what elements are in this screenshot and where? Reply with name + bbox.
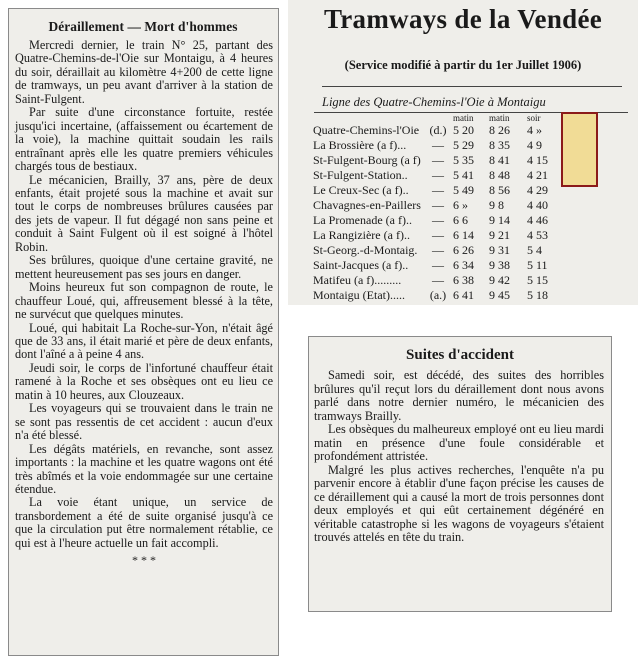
time-matin-2: 8 41 bbox=[489, 153, 510, 167]
timetable-title: Tramways de la Vendée bbox=[323, 4, 603, 34]
header-cell bbox=[313, 110, 423, 123]
time-matin-2: 9 14 bbox=[489, 213, 510, 227]
end-mark: * * * bbox=[132, 553, 156, 568]
station-tag: — bbox=[432, 213, 444, 227]
table-row bbox=[313, 123, 567, 138]
header-matin-2: matin bbox=[489, 113, 510, 123]
station-name: St-Fulgent-Station.. bbox=[313, 168, 408, 182]
station-name: La Rangizière (a f).. bbox=[313, 228, 410, 242]
station-tag: (a.) bbox=[429, 288, 447, 302]
time-soir: 4 53 bbox=[527, 228, 548, 242]
station-tag: — bbox=[432, 258, 444, 272]
time-matin-2: 9 31 bbox=[489, 243, 510, 257]
station-name: Montaigu (Etat)..... bbox=[313, 288, 405, 302]
time-soir: 4 40 bbox=[527, 198, 548, 212]
followup-article-title: Suites d'accident bbox=[406, 347, 514, 363]
station-tag: — bbox=[432, 228, 444, 242]
time-matin-1: 6 26 bbox=[453, 243, 474, 257]
time-matin-1: 5 35 bbox=[453, 153, 474, 167]
paragraph: Les obsèques du malheureux employé ont eu lieu mardi matin en présence d'une foule considérable et profondément attristée. bbox=[314, 422, 604, 463]
time-matin-2: 8 56 bbox=[489, 183, 510, 197]
time-matin-1: 5 49 bbox=[453, 183, 474, 197]
time-soir: 4 21 bbox=[527, 168, 548, 182]
divider bbox=[322, 86, 622, 87]
table-row bbox=[313, 258, 567, 273]
time-matin-2: 9 8 bbox=[489, 198, 504, 212]
table-row bbox=[313, 183, 567, 198]
station-tag: — bbox=[432, 198, 444, 212]
left-article-clipping bbox=[8, 8, 279, 656]
paragraph: La voie étant unique, un service de transbordement a été de suite organisé jusqu'à ce que la circulation put être normalement rétablie, ce qui est à l'heure actuelle un fait accompli. bbox=[15, 495, 273, 550]
station-tag: — bbox=[432, 243, 444, 257]
timetable-clipping bbox=[288, 0, 638, 305]
time-soir: 4 15 bbox=[527, 153, 548, 167]
time-matin-2: 8 35 bbox=[489, 138, 510, 152]
station-tag: — bbox=[432, 168, 444, 182]
table-row bbox=[313, 198, 567, 213]
followup-article-clipping bbox=[308, 336, 612, 612]
paragraph: Moins heureux fut son compagnon de route, le chauffeur Loué, qui, affreusement blessé à la tête, ne survécut que quelques minutes. bbox=[15, 280, 273, 322]
time-matin-1: 6 41 bbox=[453, 288, 474, 302]
station-name: Chavagnes-en-Paillers bbox=[313, 198, 421, 212]
time-soir: 4 9 bbox=[527, 138, 542, 152]
table-row bbox=[313, 288, 567, 303]
time-matin-1: 6 38 bbox=[453, 273, 474, 287]
paragraph: Par suite d'une circonstance fortuite, restée jusqu'ici incertaine, (affaissement ou écartement de la voie), la machine quittait soudain les rails entraînant après elle les quatre premiers véhicules chargés tous de bestiaux. bbox=[15, 105, 273, 174]
table-row bbox=[313, 273, 567, 288]
table-row bbox=[313, 138, 567, 153]
station-tag: — bbox=[432, 273, 444, 287]
paragraph: Le mécanicien, Brailly, 37 ans, père de deux enfants, était projeté sous la machine et avait sur tout le corps de nombreuses brûlures causées par des jets de vapeur. Il fut dégagé non sans peine et conduit à Saint Fulgent où il est soigné à l'hôtel Robin. bbox=[15, 172, 273, 254]
time-matin-1: 5 20 bbox=[453, 123, 474, 137]
time-matin-2: 9 42 bbox=[489, 273, 510, 287]
timetable-subtitle: (Service modifié à partir du 1er Juillet 1906) bbox=[344, 58, 582, 72]
paragraph: Les voyageurs qui se trouvaient dans le train ne se sont pas ressentis de cet accident : aucun d'eux n'a été blessé. bbox=[15, 401, 273, 443]
followup-article-body bbox=[314, 369, 604, 545]
timetable-line-name: Ligne des Quatre-Chemins-l'Oie à Montaigu bbox=[322, 95, 546, 109]
time-matin-2: 9 21 bbox=[489, 228, 510, 242]
left-article-body bbox=[15, 39, 273, 568]
station-name: Quatre-Chemins-l'Oie bbox=[313, 123, 420, 137]
time-soir: 5 18 bbox=[527, 288, 548, 302]
station-name: Le Creux-Sec (a f).. bbox=[313, 183, 409, 197]
time-matin-1: 5 29 bbox=[453, 138, 474, 152]
time-matin-2: 9 38 bbox=[489, 258, 510, 272]
time-matin-1: 6 » bbox=[453, 198, 468, 212]
table-row bbox=[313, 243, 567, 258]
time-matin-2: 8 26 bbox=[489, 123, 510, 137]
table-row bbox=[313, 168, 567, 183]
paragraph: Les dégâts matériels, en revanche, sont assez importants : la machine et les quatre wagons ont été très abîmés et la voie endommagée sur une certaine étendue. bbox=[15, 441, 273, 496]
table-row bbox=[313, 228, 567, 243]
time-matin-2: 9 45 bbox=[489, 288, 510, 302]
time-soir: 4 46 bbox=[527, 213, 548, 227]
paragraph: Loué, qui habitait La Roche-sur-Yon, n'était âgé que de 33 ans, il était marié et père de deux enfants, dont l'aîné a à peine 4 ans. bbox=[15, 320, 273, 362]
station-name: Saint-Jacques (a f).. bbox=[313, 258, 409, 272]
station-name: La Brossière (a f)... bbox=[313, 138, 407, 152]
station-name: St-Fulgent-Bourg (a f) bbox=[313, 153, 421, 167]
header-cell bbox=[423, 110, 453, 123]
station-name: St-Georg.-d-Montaig. bbox=[313, 243, 418, 257]
paragraph: Jeudi soir, le corps de l'infortuné chauffeur était ramené à la Roche et ses obsèques ont eu lieu ce matin à 10 heures, aux Clouzeaux. bbox=[15, 360, 273, 402]
left-article-title: Déraillement — Mort d'hommes bbox=[48, 19, 238, 34]
timetable-table bbox=[313, 110, 567, 303]
time-soir: 5 15 bbox=[527, 273, 548, 287]
header-matin-1: matin bbox=[453, 113, 474, 123]
paragraph: Mercredi dernier, le train N° 25, partant des Quatre-Chemins-de-l'Oie sur Montaigu, à 4 heures du soir, déraillait au kilomètre 4+200 de cette ligne de tramways, un peu avant d'arriver à la station de Saint-Fulgent. bbox=[15, 38, 273, 106]
paragraph: Ses brûlures, quoique d'une certaine gravité, ne mettent heureusement pas ses jours en danger. bbox=[15, 253, 273, 281]
time-matin-1: 6 34 bbox=[453, 258, 474, 272]
station-tag: (d.) bbox=[429, 123, 447, 137]
header-soir: soir bbox=[527, 113, 541, 123]
timetable-header-row bbox=[313, 110, 567, 123]
paragraph: Samedi soir, est décédé, des suites des horribles brûlures qu'il reçut lors du déraillement dont nous avons parlé dans notre dernier numéro, le mécanicien des tramways Brailly. bbox=[314, 368, 604, 423]
time-matin-1: 6 14 bbox=[453, 228, 474, 242]
station-tag: — bbox=[432, 153, 444, 167]
station-tag: — bbox=[432, 138, 444, 152]
time-soir: 5 4 bbox=[527, 243, 542, 257]
time-matin-1: 6 6 bbox=[453, 213, 468, 227]
table-row bbox=[313, 213, 567, 228]
time-matin-2: 8 48 bbox=[489, 168, 510, 182]
time-soir: 4 29 bbox=[527, 183, 548, 197]
station-name: La Promenade (a f).. bbox=[313, 213, 412, 227]
time-soir: 5 11 bbox=[527, 258, 548, 272]
time-soir: 4 » bbox=[527, 123, 542, 137]
station-name: Matifeu (a f)......... bbox=[313, 273, 402, 287]
station-tag: — bbox=[432, 183, 444, 197]
table-row bbox=[313, 153, 567, 168]
time-matin-1: 5 41 bbox=[453, 168, 474, 182]
paragraph: Malgré les plus actives recherches, l'enquête n'a pu parvenir encore à établir d'une façon précise les causes de ce déraillement qui a causé la mort de trois personnes dont deux employés et qui eût certainement dégénéré en véritable catastrophe si les wagons de voyageurs s'étaient trouvés attelés en tête du train. bbox=[314, 462, 604, 544]
